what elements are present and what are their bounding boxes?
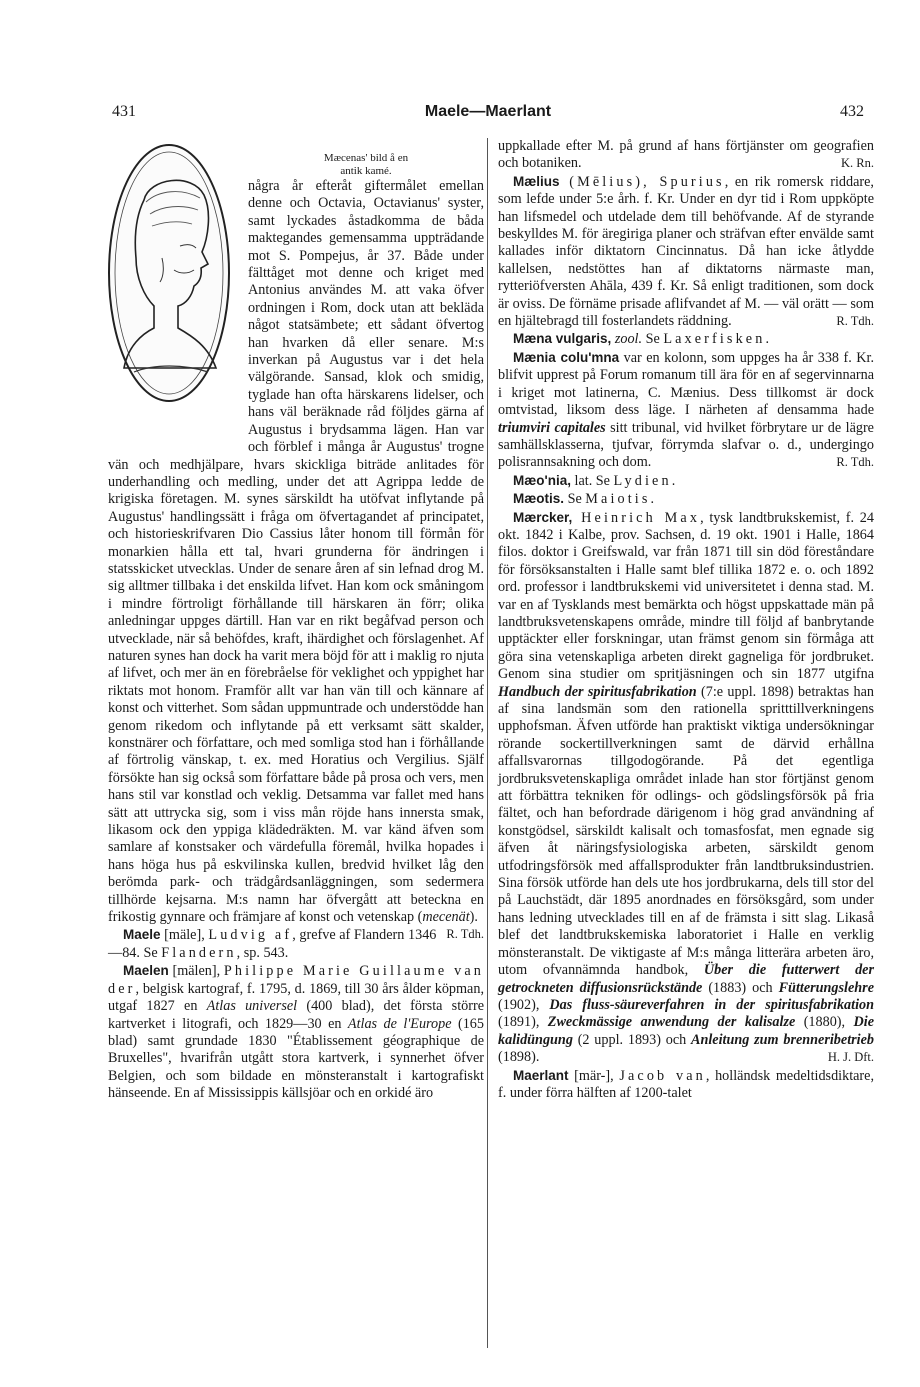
headword: Mæna vulgaris,: [513, 331, 612, 347]
entry-maele: [108, 926, 484, 962]
entry-text: , holländsk medeltidsdiktare, f. under förra hälften af 1200-talet: [498, 1067, 875, 1101]
spaced-name: Philippe Marie Guillaume van der: [108, 963, 484, 997]
work-title: Handbuch der spiritusfabrikation: [498, 683, 697, 700]
headword: Mælius: [513, 173, 560, 189]
term-italic: triumviri capitales: [498, 419, 606, 436]
entry-text: ).: [469, 909, 478, 926]
entry-text: (165 blad) samt grundade 1830 "Établissement géographique de Bruxelles", hvarifrån utgått stora kartverk, i synnerhet öfver Belgien, och som bildade en mönsteranstalt i kartografiskt hänseende. En af Mississippis källsjöar och en orkidé äro: [108, 1015, 484, 1102]
entry-maelius: [498, 173, 874, 331]
cameo-portrait-icon: [104, 140, 234, 410]
entry-maena: [498, 330, 874, 348]
author-signature: H. J. Dft.: [827, 1050, 874, 1065]
caption-line-2: antik kamé.: [340, 165, 392, 177]
author-signature: R. Tdh.: [836, 314, 874, 329]
entry-text: , sp. 543.: [236, 944, 289, 961]
work-title: Das fluss-säureverfahren in der spiritusfabrikation: [549, 996, 875, 1013]
entry-text: , belgisk kartograf, f. 1795, d. 1869, till 30 års ålder köpman, utgaf 1827 en: [108, 980, 484, 1015]
maelen-entry-continuation: [498, 138, 874, 173]
entry-text: (1891),: [498, 1014, 548, 1031]
entry-text: (1880),: [795, 1014, 854, 1031]
running-title: Maele—Maerlant: [424, 103, 552, 120]
headword: Mærcker,: [513, 509, 573, 525]
left-column: [108, 138, 484, 1103]
spaced-name: Spurius: [659, 173, 725, 190]
work-title: Fütterungslehre: [778, 979, 874, 996]
caption-line-1: Mæcenas' bild å en: [323, 152, 409, 164]
entry-text: lat. Se: [570, 472, 614, 489]
column-divider: [487, 138, 488, 1348]
headword: Mæotis.: [513, 491, 565, 507]
spaced-name: Heinrich Max: [572, 509, 701, 526]
latin-form: (Mēlius),: [559, 173, 660, 190]
entry-text: (400 blad), det första större kartverket i litografi, och 1829—30 en: [108, 998, 484, 1032]
entry-text: (1898).: [498, 1049, 540, 1066]
cross-reference: Flandern: [161, 944, 237, 961]
entry-text: .: [650, 491, 655, 508]
subject-label: zool.: [611, 331, 643, 348]
entry-text: (7:e uppl. 1898) betraktas han af sina landsmän som den rationella spritttillverkningens upphofsman. Äfven utförde han praktiskt viktiga undersökningar rörande sockertillverkningen samt de därvid erhållna affallsvarornas tillgodogörande. På det egentliga jordbruksvetenskapliga området inlade han stor förtjänst genom att förbättra tekniken för odlings- och gödslingsförsök på fria fältet, och han befordrade därigenom i hög grad användning af konstgödsel, särskildt kalisalt och tomasfosfat, men egnade sig äfven åt näringsfysiologiska arbeten, särskildt genom utfodringsförsök med affallsprodukter från landtbruksindustrien. Sina försök utförde han dels ute hos jordbrukarna, dels till stor del på Lauchstädt, där 1895 anordnades en försöksgård, som under hans ledning utvecklades till en af de främsta i sitt slag. Likaså blef det landtbrukskemiska laboratoriet i Halle en verklig mönsteranstalt. De viktigaste af M:s många litterära arbeten äro, utom ofvannämnda handbok,: [498, 683, 874, 979]
entry-text: (1902),: [498, 996, 550, 1013]
pronunciation: [mär-],: [568, 1067, 620, 1084]
entry-text: .: [671, 472, 676, 489]
author-signature: R. Tdh.: [836, 455, 874, 470]
page-number-left: 431: [112, 103, 136, 120]
work-title: Zweckmässige anwendung der kalisalze: [547, 1014, 796, 1031]
entry-maenia: [498, 349, 874, 472]
author-signature: R. Tdh.: [446, 927, 484, 942]
entry-maelen: [108, 962, 484, 1102]
entry-text: (1883) och: [702, 979, 779, 996]
work-title: Die kalidüngung: [498, 1014, 874, 1048]
work-title: Anleitung zum brenneribetrieb: [691, 1031, 874, 1048]
work-title: Atlas de l'Europe: [347, 1015, 452, 1032]
cross-reference: Laxerfisken: [663, 331, 766, 348]
entry-text: (2 uppl. 1893) och: [572, 1031, 691, 1048]
entry-text: uppkallade efter M. på grund af hans förtjänster om geografien och botaniken.: [498, 138, 874, 172]
entry-text: Se: [642, 331, 664, 348]
entry-text: .: [765, 331, 769, 348]
portrait-figure: [100, 140, 242, 440]
pronunciation: [mälen],: [168, 963, 224, 980]
page-number-right: 432: [840, 103, 864, 120]
pronunciation: [mäle],: [160, 927, 209, 944]
entry-text: , tysk landtbrukskemist, f. 24 okt. 1842 i Kalbe, prov. Sachsen, d. 19 okt. 1901 i Halle, 1864 filos. doktor i Greifswald, var från 1871 till sin död föreståndare för försöksanstalten i Halle samt blef tillika 1872 e. o. och 1892 ord. professor i landtbrukskemi vid universitetet i denna stad. M. var en af Tysklands mest bemärkta och högst uppskattade män på landtbruksvetenskapens område, mindre till följd af banbrytande upptäckter eller forskningar, utan främst genom sin förmåga att göra sina vetenskapliga arbeten direkt gagneliga för jordbruket. Genom sina studier om spritjäsningen och sin 1877 utgifna: [498, 509, 874, 683]
headword: Mænia colu'mna: [513, 349, 620, 365]
headword: Maelen: [123, 963, 169, 979]
entry-text: några år efteråt giftermålet emellan denne och Octavia, Octavianus' syster, samt lyckades åstadkomma de båda maktegandes gemensamma uppträdande mot S. Pompejus, år 37. Både under fälttåget mot denne och kriget med Antonius användes M. att vaka öfver ordningen i Rom, dock utan att bekläda något statsämbete; ett sådant öfvertog han hvarken då eller senare. M:s inverkan på Augustus var i det hela välgörande. Sansad, klok och smidig, tyglade han ofta härskarens lidelser, och hans väl beräknade råd följdes gärna af Augustus i brydsamma lägen. Han var och förblef i många år Augustus' trogne vän och medhjälpare, hvars skickliga biträde anlitades för underhandling och medling, under det att Agrippa ledde de krigiska företagen. M. synes särskildt ha utöfvat inflytande på Augustus' handlingssätt i fråga om öfvertagandet af principatet, och historieskrifvaren Dio Cassius låter honom till förmån för monarkien hålla ett tal, hvari grunderna för ändringen i statsskicket utvecklas. Under de senare åren af sin lefnad drog M. sig alltmer tillbaka i det enskilda lifvet. Han kom ock småningom i mindre förtroligt förhållande till härskaren än förr; olika anledningar uppges därtill. Han var en rikt begåfvad person och utvecklade, när så behöfdes, kraft, ihärdighet och förslagenhet. Af naturen synes han dock ha varit mera böjd för att i maklig ro njuta af lifvet, och mer än en förebråelse för veklighet och yppighet har riktats mot honom. Framför allt var han vän till och kännare af konst och vitterhet. Som sådan uppmuntrade och understödde han genom rikedom och inflytande på ett verksamt sätt skalder, konstnärer och författare, och med somliga stod han i förhållande af förtrolig vänskap, t. ex. med Horatius och Vergilius. Själf försökte han sig också som författare både på prosa och vers, men hans stil var konstlad och veklig. Detsamma var fallet med hans sätt att uttrycka sig, som i viss mån röjde hans innersta smak, likasom ock den yppiga klädedräkten. M. var känd äfven som samlare af konstsaker och värdefulla föremål, hvilka hopades i hans höga hus på eskvilinska kullen, bredvid hvilket låg den berömda park- och trädgårdsanläggningen, som sedermera tillhörde kejsarna. M:s namn har öfvergått att beteckna en frikostig gynnare och främjare af konst och vetenskap (: [108, 178, 484, 926]
entry-maeotis: [498, 490, 874, 508]
cross-reference: Maiotis: [585, 491, 651, 508]
entry-maercker: [498, 509, 874, 1067]
headword: Maerlant: [513, 1067, 569, 1083]
spaced-name: Ludvig af: [208, 927, 293, 944]
right-column: [498, 138, 874, 1102]
headword: Maele: [123, 927, 161, 943]
entry-text: , grefve af Flandern 1346—84. Se: [108, 927, 437, 961]
page-header: [112, 100, 864, 124]
entry-text: Se: [564, 491, 586, 508]
entry-maerlant: [498, 1067, 874, 1103]
spaced-name: Jacob van: [619, 1067, 706, 1084]
work-title: Über die futterwert der getrockneten diffusionsrückstände: [498, 962, 874, 996]
entry-text: var en kolonn, som uppges ha år 338 f. Kr. blifvit upprest på Forum romanum till ära för en af segervinnarna i kriget mot latinerna, C. Mænius. Dess tillkomst är dock omtvistad, liksom dess läge. I närheten af densamma hade: [498, 349, 874, 419]
cross-reference: Lydien: [613, 472, 672, 489]
entry-italic: mecenät: [422, 909, 470, 926]
headword: Mæo'nia,: [513, 472, 571, 488]
work-title: Atlas universel: [206, 998, 298, 1015]
entry-text: sitt tribunal, vid hvilket förbrytare ur de lägre samhällsklasserna, tjufvar, förrymda slafvar o. d., undergingo polisrannsakning och dom.: [498, 419, 874, 471]
entry-text: , en rik romersk riddare, som lefde under 5:e årh. f. Kr. Under en dyr tid i Rom uppköpte han lifsmedel och utdelade dem till behöfvande. Af de styrande beskylldes M. för äregiriga planer och sträfvan efter envälde samt kallades inför diktatorn Cincinnatus. Då han icke åtlydde kallelsen, nedstöttes han af diktatorns närmaste man, rytteriöfversten Ahāla, 439 f. Kr. Så enligt traditionen, som dock är oviss. De förnäme prisade aflifvandet af M. — väl orätt — som en hjältebragd till fosterlandets räddning.: [498, 173, 874, 330]
author-signature: K. Rn.: [841, 156, 874, 171]
entry-maeonia: [498, 472, 874, 490]
